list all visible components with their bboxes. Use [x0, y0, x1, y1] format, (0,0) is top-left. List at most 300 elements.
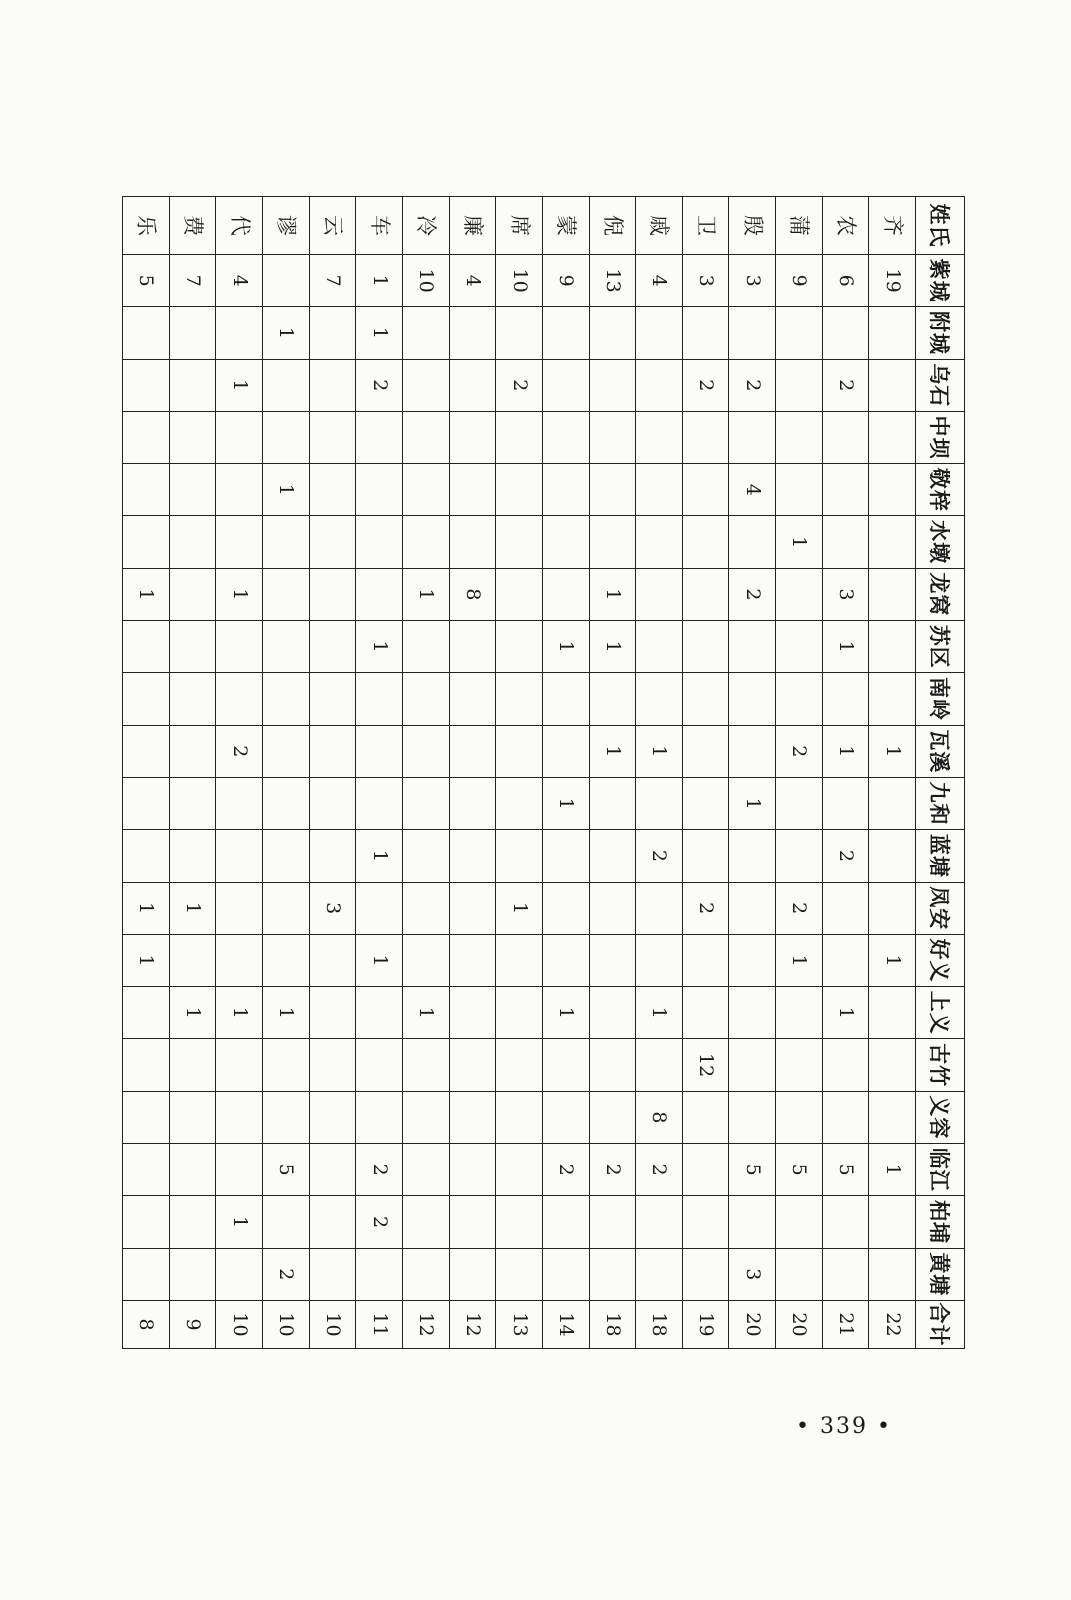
count-cell: 1	[263, 464, 310, 516]
table-row	[169, 197, 216, 1349]
count-cell: 3	[729, 255, 776, 307]
count-cell	[309, 777, 356, 829]
count-cell: 2	[263, 1248, 310, 1300]
count-cell	[776, 411, 823, 463]
count-cell	[589, 777, 636, 829]
count-cell	[402, 464, 449, 516]
count-cell	[729, 307, 776, 359]
count-cell: 7	[309, 255, 356, 307]
count-cell: 1	[123, 882, 170, 934]
count-cell	[402, 359, 449, 411]
count-cell	[776, 777, 823, 829]
count-cell	[263, 359, 310, 411]
count-cell	[123, 673, 170, 725]
count-cell	[589, 830, 636, 882]
count-cell: 2	[682, 359, 729, 411]
count-cell	[589, 1039, 636, 1091]
count-cell	[402, 1039, 449, 1091]
count-cell	[636, 307, 683, 359]
count-cell	[729, 673, 776, 725]
count-cell	[402, 830, 449, 882]
count-cell	[309, 987, 356, 1039]
count-cell	[542, 464, 589, 516]
surname-distribution-table	[122, 196, 965, 1349]
count-cell	[449, 673, 496, 725]
count-cell	[636, 621, 683, 673]
count-cell	[356, 882, 403, 934]
count-cell	[542, 359, 589, 411]
count-cell	[729, 882, 776, 934]
count-cell: 2	[729, 359, 776, 411]
count-cell	[496, 621, 543, 673]
column-header: 瓦溪	[916, 725, 965, 777]
count-cell	[869, 830, 916, 882]
count-cell	[682, 673, 729, 725]
count-cell: 1	[822, 725, 869, 777]
count-cell	[729, 1091, 776, 1143]
count-cell: 4	[729, 464, 776, 516]
count-cell: 1	[356, 307, 403, 359]
count-cell: 2	[636, 830, 683, 882]
count-cell	[729, 621, 776, 673]
count-cell: 1	[729, 777, 776, 829]
count-cell	[869, 1248, 916, 1300]
count-cell: 3	[309, 882, 356, 934]
count-cell: 1	[589, 568, 636, 620]
count-cell	[496, 777, 543, 829]
count-cell	[822, 1039, 869, 1091]
surname-cell: 冷	[402, 197, 449, 255]
count-cell	[309, 307, 356, 359]
count-cell: 1	[356, 621, 403, 673]
count-cell	[263, 1196, 310, 1248]
surname-cell: 乐	[123, 197, 170, 255]
count-cell	[263, 1091, 310, 1143]
rotated-table-container	[122, 196, 965, 1349]
count-cell: 1	[542, 987, 589, 1039]
count-cell	[542, 725, 589, 777]
count-cell	[402, 934, 449, 986]
count-cell	[682, 934, 729, 986]
count-cell	[776, 1039, 823, 1091]
count-cell	[776, 1248, 823, 1300]
count-cell: 2	[216, 725, 263, 777]
count-cell	[542, 568, 589, 620]
count-cell	[216, 1144, 263, 1196]
surname-cell: 倪	[589, 197, 636, 255]
count-cell	[776, 621, 823, 673]
count-cell	[169, 1091, 216, 1143]
count-cell	[263, 882, 310, 934]
column-header: 合计	[916, 1301, 965, 1349]
surname-cell: 农	[822, 197, 869, 255]
count-cell	[263, 621, 310, 673]
column-header: 苏区	[916, 621, 965, 673]
count-cell	[636, 1039, 683, 1091]
count-cell	[123, 464, 170, 516]
count-cell: 2	[636, 1144, 683, 1196]
count-cell: 1	[822, 621, 869, 673]
table-row	[496, 197, 543, 1349]
count-cell	[589, 411, 636, 463]
count-cell	[589, 987, 636, 1039]
count-cell	[682, 464, 729, 516]
count-cell: 3	[682, 255, 729, 307]
count-cell	[822, 934, 869, 986]
count-cell: 1	[542, 777, 589, 829]
count-cell	[636, 411, 683, 463]
count-cell: 1	[263, 987, 310, 1039]
count-cell: 1	[776, 516, 823, 568]
column-header: 敬梓	[916, 464, 965, 516]
count-cell	[263, 934, 310, 986]
count-cell: 2	[356, 1144, 403, 1196]
total-cell: 20	[729, 1301, 776, 1349]
count-cell	[309, 725, 356, 777]
count-cell: 1	[356, 830, 403, 882]
count-cell	[822, 464, 869, 516]
count-cell	[449, 1039, 496, 1091]
count-cell	[682, 307, 729, 359]
count-cell	[496, 830, 543, 882]
column-header: 柏埔	[916, 1196, 965, 1248]
count-cell: 5	[776, 1144, 823, 1196]
count-cell	[169, 307, 216, 359]
count-cell	[309, 1039, 356, 1091]
count-cell	[869, 673, 916, 725]
count-cell	[682, 621, 729, 673]
count-cell: 1	[589, 725, 636, 777]
count-cell: 2	[356, 359, 403, 411]
count-cell: 7	[169, 255, 216, 307]
count-cell	[169, 411, 216, 463]
column-header: 乌石	[916, 359, 965, 411]
surname-cell: 代	[216, 197, 263, 255]
count-cell	[776, 1196, 823, 1248]
count-cell	[263, 568, 310, 620]
count-cell	[356, 1039, 403, 1091]
count-cell	[496, 987, 543, 1039]
count-cell	[402, 777, 449, 829]
count-cell	[682, 411, 729, 463]
count-cell	[123, 1248, 170, 1300]
count-cell	[402, 1196, 449, 1248]
count-cell: 5	[729, 1144, 776, 1196]
count-cell	[682, 1196, 729, 1248]
count-cell: 1	[263, 307, 310, 359]
count-cell	[496, 516, 543, 568]
table-row	[869, 197, 916, 1349]
count-cell	[309, 1144, 356, 1196]
count-cell	[123, 411, 170, 463]
count-cell	[402, 882, 449, 934]
count-cell	[776, 987, 823, 1039]
count-cell: 1	[869, 725, 916, 777]
total-cell: 9	[169, 1301, 216, 1349]
total-cell: 20	[776, 1301, 823, 1349]
count-cell	[309, 1091, 356, 1143]
column-header: 黄塘	[916, 1248, 965, 1300]
count-cell	[496, 1039, 543, 1091]
count-cell	[356, 777, 403, 829]
count-cell	[356, 1248, 403, 1300]
count-cell: 2	[822, 359, 869, 411]
count-cell	[309, 1248, 356, 1300]
count-cell: 1	[402, 568, 449, 620]
count-cell	[589, 934, 636, 986]
count-cell	[542, 1248, 589, 1300]
count-cell	[169, 725, 216, 777]
count-cell: 12	[682, 1039, 729, 1091]
count-cell	[822, 1196, 869, 1248]
table-row	[449, 197, 496, 1349]
count-cell	[496, 934, 543, 986]
surname-cell: 戚	[636, 197, 683, 255]
count-cell: 2	[496, 359, 543, 411]
count-cell	[169, 1196, 216, 1248]
count-cell: 9	[542, 255, 589, 307]
count-cell	[822, 673, 869, 725]
count-cell	[496, 1091, 543, 1143]
count-cell: 2	[542, 1144, 589, 1196]
count-cell	[169, 673, 216, 725]
table-row	[542, 197, 589, 1349]
count-cell	[869, 568, 916, 620]
count-cell	[589, 1091, 636, 1143]
count-cell	[216, 777, 263, 829]
count-cell	[169, 568, 216, 620]
count-cell	[682, 568, 729, 620]
count-cell	[263, 1039, 310, 1091]
count-cell	[263, 777, 310, 829]
count-cell	[123, 1091, 170, 1143]
count-cell	[169, 621, 216, 673]
count-cell: 1	[123, 568, 170, 620]
count-cell	[123, 359, 170, 411]
count-cell	[169, 516, 216, 568]
count-cell	[869, 307, 916, 359]
table-row	[729, 197, 776, 1349]
count-cell	[216, 464, 263, 516]
count-cell	[123, 621, 170, 673]
surname-cell: 车	[356, 197, 403, 255]
surname-cell: 费	[169, 197, 216, 255]
count-cell	[169, 1039, 216, 1091]
count-cell: 1	[216, 1196, 263, 1248]
count-cell	[263, 830, 310, 882]
column-header: 附城	[916, 307, 965, 359]
count-cell	[776, 673, 823, 725]
count-cell: 2	[589, 1144, 636, 1196]
count-cell	[589, 1196, 636, 1248]
count-cell	[402, 621, 449, 673]
count-cell	[216, 934, 263, 986]
count-cell	[682, 725, 729, 777]
count-cell: 10	[402, 255, 449, 307]
count-cell	[123, 1039, 170, 1091]
count-cell	[309, 411, 356, 463]
count-cell	[449, 1144, 496, 1196]
total-cell: 18	[589, 1301, 636, 1349]
count-cell	[309, 464, 356, 516]
count-cell	[496, 464, 543, 516]
count-cell	[449, 934, 496, 986]
count-cell	[636, 464, 683, 516]
count-cell	[682, 1091, 729, 1143]
count-cell	[776, 1091, 823, 1143]
count-cell: 1	[169, 882, 216, 934]
table-row	[356, 197, 403, 1349]
count-cell	[682, 987, 729, 1039]
count-cell	[589, 359, 636, 411]
count-cell	[309, 359, 356, 411]
count-cell	[776, 307, 823, 359]
count-cell	[496, 1248, 543, 1300]
column-header: 紫城	[916, 255, 965, 307]
count-cell	[449, 1091, 496, 1143]
count-cell: 1	[776, 934, 823, 986]
count-cell	[449, 307, 496, 359]
table-row	[589, 197, 636, 1349]
count-cell	[496, 568, 543, 620]
count-cell	[216, 1039, 263, 1091]
count-cell	[309, 1196, 356, 1248]
count-cell	[356, 1091, 403, 1143]
count-cell	[776, 464, 823, 516]
count-cell: 1	[869, 1144, 916, 1196]
surname-cell: 云	[309, 197, 356, 255]
count-cell	[542, 1039, 589, 1091]
column-header: 水墩	[916, 516, 965, 568]
column-header: 龙窝	[916, 568, 965, 620]
count-cell	[869, 621, 916, 673]
total-cell: 11	[356, 1301, 403, 1349]
count-cell: 1	[356, 934, 403, 986]
count-cell	[636, 516, 683, 568]
count-cell	[123, 1144, 170, 1196]
count-cell	[402, 411, 449, 463]
table-header-row	[916, 197, 965, 1349]
count-cell	[496, 673, 543, 725]
count-cell: 2	[822, 830, 869, 882]
count-cell	[496, 1144, 543, 1196]
count-cell	[123, 987, 170, 1039]
count-cell: 19	[869, 255, 916, 307]
count-cell: 6	[822, 255, 869, 307]
count-cell	[822, 777, 869, 829]
surname-cell: 蒙	[542, 197, 589, 255]
count-cell	[589, 516, 636, 568]
column-header: 上义	[916, 987, 965, 1039]
count-cell	[869, 1039, 916, 1091]
count-cell	[309, 830, 356, 882]
column-header: 义容	[916, 1091, 965, 1143]
count-cell	[729, 1196, 776, 1248]
count-cell	[123, 830, 170, 882]
count-cell	[589, 882, 636, 934]
table-row	[216, 197, 263, 1349]
count-cell	[309, 621, 356, 673]
count-cell	[822, 1091, 869, 1143]
count-cell: 1	[636, 987, 683, 1039]
count-cell	[263, 516, 310, 568]
count-cell	[542, 1091, 589, 1143]
count-cell: 1	[636, 725, 683, 777]
count-cell	[729, 934, 776, 986]
count-cell	[869, 411, 916, 463]
count-cell: 3	[729, 1248, 776, 1300]
table-row	[636, 197, 683, 1349]
count-cell	[542, 516, 589, 568]
count-cell: 1	[216, 568, 263, 620]
count-cell	[402, 1144, 449, 1196]
count-cell	[123, 725, 170, 777]
page-number: • 339 •	[796, 1414, 892, 1439]
count-cell	[216, 411, 263, 463]
count-cell	[682, 1144, 729, 1196]
count-cell	[216, 882, 263, 934]
count-cell	[216, 516, 263, 568]
count-cell: 8	[449, 568, 496, 620]
count-cell	[169, 359, 216, 411]
table-row	[123, 197, 170, 1349]
total-cell: 18	[636, 1301, 683, 1349]
count-cell	[356, 673, 403, 725]
count-cell	[822, 1248, 869, 1300]
count-cell: 1	[402, 987, 449, 1039]
count-cell	[822, 882, 869, 934]
count-cell	[869, 882, 916, 934]
count-cell	[449, 464, 496, 516]
count-cell	[542, 411, 589, 463]
count-cell	[682, 777, 729, 829]
count-cell	[822, 307, 869, 359]
surname-cell: 齐	[869, 197, 916, 255]
count-cell	[869, 359, 916, 411]
count-cell	[636, 673, 683, 725]
count-cell: 9	[776, 255, 823, 307]
count-cell	[869, 1196, 916, 1248]
count-cell	[309, 516, 356, 568]
count-cell	[169, 464, 216, 516]
count-cell	[169, 934, 216, 986]
count-cell	[356, 987, 403, 1039]
total-cell: 12	[449, 1301, 496, 1349]
column-header: 姓氏	[916, 197, 965, 255]
count-cell	[729, 1039, 776, 1091]
count-cell	[169, 1144, 216, 1196]
count-cell	[496, 411, 543, 463]
count-cell: 4	[449, 255, 496, 307]
count-cell	[776, 359, 823, 411]
count-cell	[309, 568, 356, 620]
count-cell	[123, 777, 170, 829]
count-cell	[729, 725, 776, 777]
count-cell	[449, 1248, 496, 1300]
count-cell	[402, 1248, 449, 1300]
total-cell: 12	[402, 1301, 449, 1349]
count-cell	[449, 411, 496, 463]
total-cell: 14	[542, 1301, 589, 1349]
count-cell	[589, 1248, 636, 1300]
count-cell	[636, 777, 683, 829]
count-cell	[496, 725, 543, 777]
count-cell	[356, 568, 403, 620]
count-cell: 1	[822, 987, 869, 1039]
count-cell	[542, 307, 589, 359]
count-cell	[169, 1248, 216, 1300]
count-cell	[402, 1091, 449, 1143]
